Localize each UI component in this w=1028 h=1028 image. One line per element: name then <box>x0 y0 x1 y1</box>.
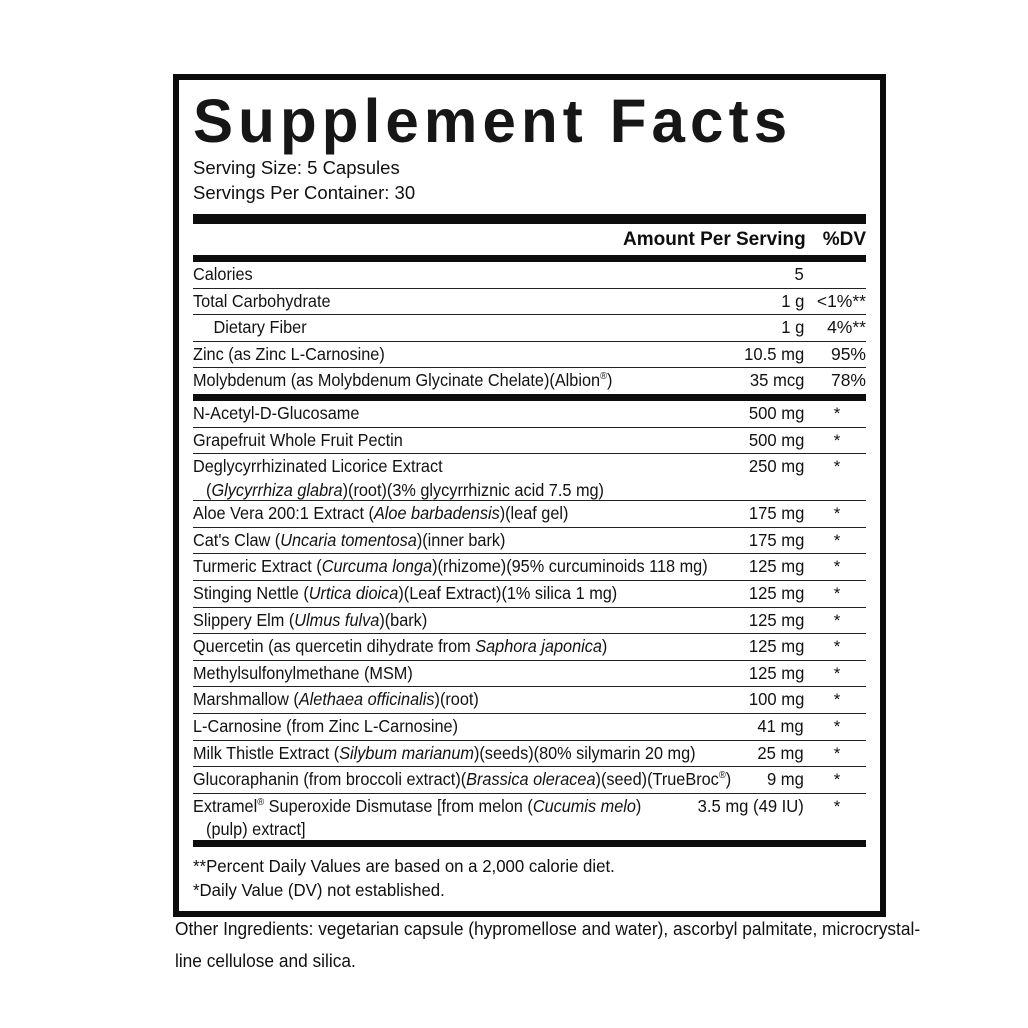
nutrient-daily-value: * <box>833 743 841 763</box>
nutrient-name <box>193 581 819 607</box>
nutrient-row <box>193 428 866 455</box>
nutrient-row <box>193 661 866 688</box>
nutrient-name-text: Zinc (as Zinc L-Carnosine) <box>193 343 385 364</box>
nutrient-row <box>193 262 866 289</box>
nutrient-name <box>193 687 819 713</box>
registered-trademark-symbol: ® <box>718 770 726 782</box>
nutrient-amount: 1 g <box>780 317 804 338</box>
nutrient-name-line <box>193 342 819 368</box>
nutrient-daily-value: * <box>833 504 841 524</box>
nutrient-name-line <box>193 661 819 687</box>
nutrient-name <box>193 661 819 687</box>
nutrient-name-text: (pulp) extract] <box>206 819 306 840</box>
nutrient-amount: 250 mg <box>748 456 804 477</box>
nutrient-amount: 3.5 mg (49 IU) <box>697 795 804 816</box>
nutrient-amount: 125 mg <box>748 636 804 657</box>
nutrient-row <box>193 794 866 840</box>
nutrient-name-text: )(rhizome)(95% curcuminoids 118 mg) <box>432 556 708 577</box>
nutrient-row <box>193 368 866 394</box>
botanical-name: Uncaria tomentosa <box>280 529 417 550</box>
nutrient-name-text: )(root)(3% glycyrrhiznic acid 7.5 mg) <box>342 479 604 500</box>
nutrient-name <box>193 634 819 660</box>
footnote-dv-not-established: *Daily Value (DV) not established. <box>193 880 445 901</box>
nutrient-name-line <box>193 262 819 288</box>
other-ingredients-line-1: Other Ingredients: vegetarian capsule (hypromellose and water), ascorbyl palmitate, microcrystal- <box>175 918 921 939</box>
nutrient-name-line <box>193 428 819 454</box>
nutrient-amount: 125 mg <box>748 662 804 683</box>
nutrient-daily-value: * <box>833 717 841 736</box>
nutrient-name-line <box>193 368 819 394</box>
other-ingredients-line-2: line cellulose and silica. <box>175 949 356 971</box>
nutrient-name-line <box>193 401 819 427</box>
nutrient-amount: 500 mg <box>748 402 804 423</box>
nutrient-name-line <box>193 634 819 660</box>
nutrient-name-text: Superoxide Dismutase [from melon ( <box>264 795 533 816</box>
nutrient-name-line <box>213 315 818 341</box>
nutrient-name <box>193 401 819 427</box>
botanical-name: Silybum marianum <box>339 742 474 763</box>
nutrient-row <box>193 767 866 794</box>
servings-per-container: Servings Per Container: 30 <box>193 182 416 203</box>
nutrient-name <box>193 428 819 454</box>
nutrient-name-line <box>193 554 819 580</box>
nutrient-name <box>193 714 819 740</box>
nutrient-name-text: Molybdenum (as Molybdenum Glycinate Chelate)(Albion <box>193 370 601 391</box>
nutrient-name <box>193 289 819 315</box>
nutrient-amount: 175 mg <box>748 503 804 524</box>
column-header <box>193 224 866 255</box>
nutrient-section-proprietary <box>193 401 866 840</box>
nutrient-name-text: Calories <box>193 264 253 284</box>
nutrient-name-text: Grapefruit Whole Fruit Pectin <box>193 429 403 450</box>
nutrient-row <box>193 608 866 635</box>
amount-per-serving-header: Amount Per Serving <box>623 228 806 250</box>
nutrient-name-text: )(bark) <box>379 609 428 630</box>
nutrient-name-text: Glucoraphanin (from broccoli extract)( <box>193 769 467 790</box>
divider-thick-top <box>193 214 866 224</box>
nutrient-daily-value: * <box>833 663 841 683</box>
nutrient-name <box>193 528 819 554</box>
nutrient-name-line <box>193 581 819 607</box>
serving-size: Serving Size: 5 Capsules <box>193 157 400 178</box>
nutrient-name <box>193 501 819 527</box>
nutrient-daily-value: * <box>833 403 841 423</box>
nutrient-row <box>193 581 866 608</box>
nutrient-row <box>193 501 866 528</box>
nutrient-amount: 25 mg <box>757 742 804 763</box>
panel-title: Supplement Facts <box>193 87 793 155</box>
nutrient-name <box>193 342 819 368</box>
nutrient-name-continuation <box>193 819 819 840</box>
nutrient-name-line <box>193 454 819 480</box>
nutrient-daily-value: * <box>833 690 841 710</box>
nutrient-amount: 10.5 mg <box>743 343 804 364</box>
nutrient-amount: 125 mg <box>748 556 804 577</box>
nutrient-daily-value: 4%** <box>827 317 866 338</box>
percent-dv-header: %DV <box>822 228 866 250</box>
nutrient-row <box>193 342 866 369</box>
nutrient-name-text: Dietary Fiber <box>213 317 307 338</box>
nutrient-amount: 41 mg <box>757 716 804 736</box>
nutrient-daily-value: * <box>833 430 841 450</box>
nutrient-name-text: Total Carbohydrate <box>193 290 331 311</box>
nutrient-amount: 35 mcg <box>749 370 804 391</box>
nutrient-row <box>193 289 866 316</box>
nutrient-name <box>193 741 819 767</box>
nutrient-name-text: )(inner bark) <box>416 529 506 550</box>
nutrient-row <box>193 687 866 714</box>
nutrient-name-text: Methylsulfonylmethane (MSM) <box>193 662 413 683</box>
botanical-name: Aloe barbadensis <box>373 503 500 524</box>
nutrient-name-text: ) <box>601 636 608 657</box>
botanical-name: Glycyrrhiza glabra <box>211 479 343 500</box>
nutrient-name-line <box>193 767 819 793</box>
nutrient-name-text: Aloe Vera 200:1 Extract ( <box>193 503 374 524</box>
nutrient-row <box>193 714 866 741</box>
nutrient-daily-value: * <box>833 770 841 790</box>
registered-trademark-symbol: ® <box>600 371 608 383</box>
nutrient-name-text: ) <box>607 370 613 391</box>
nutrient-row <box>193 741 866 768</box>
nutrient-name <box>193 554 819 580</box>
nutrient-amount: 175 mg <box>748 529 804 550</box>
nutrient-daily-value: * <box>833 530 841 550</box>
nutrient-name-text: )(leaf gel) <box>499 503 569 524</box>
nutrient-daily-value: * <box>833 557 841 577</box>
nutrient-name-continuation <box>193 480 819 501</box>
nutrient-row <box>193 634 866 661</box>
botanical-name: Ulmus fulva <box>294 609 380 630</box>
nutrient-row <box>193 315 866 342</box>
nutrient-daily-value: 95% <box>830 343 866 364</box>
footnotes <box>193 847 866 911</box>
nutrient-name-line <box>193 528 819 554</box>
nutrient-row <box>193 401 866 428</box>
nutrient-name-text: )(seed)(TrueBroc <box>595 769 719 790</box>
nutrient-row <box>193 454 866 501</box>
nutrient-daily-value: * <box>833 796 841 816</box>
nutrient-daily-value: <1%** <box>816 290 866 311</box>
nutrient-name-text: ) <box>725 769 732 790</box>
nutrient-amount: 1 g <box>780 290 804 311</box>
nutrient-name <box>193 262 819 288</box>
botanical-name: Brassica oleracea <box>466 769 596 790</box>
nutrient-name <box>193 315 819 341</box>
nutrient-amount: 125 mg <box>748 609 804 630</box>
nutrient-name-text: Milk Thistle Extract ( <box>193 742 340 763</box>
nutrient-daily-value: * <box>833 584 841 604</box>
nutrient-name-text: Stinging Nettle ( <box>193 583 309 604</box>
nutrient-name-text: )(root) <box>434 689 479 710</box>
nutrient-amount: 125 mg <box>748 583 804 604</box>
nutrient-name-text: Deglycyrrhizinated Licorice Extract <box>193 456 443 477</box>
botanical-name: Saphora japonica <box>475 636 602 657</box>
nutrient-name-text: Cat's Claw ( <box>193 529 281 550</box>
supplement-facts-panel <box>173 74 886 917</box>
divider-section <box>193 394 866 401</box>
nutrient-amount: 5 <box>794 264 804 284</box>
nutrient-daily-value: * <box>833 610 841 630</box>
nutrient-name <box>193 454 819 500</box>
other-ingredients <box>175 913 921 976</box>
nutrient-daily-value: * <box>833 457 841 477</box>
nutrient-name-text: Slippery Elm ( <box>193 609 295 630</box>
nutrient-row <box>193 528 866 555</box>
nutrient-name-line <box>193 289 819 315</box>
nutrient-name-text: Turmeric Extract ( <box>193 556 322 577</box>
nutrient-name-text: ) <box>635 795 642 816</box>
botanical-name: Alethaea officinalis <box>298 689 435 710</box>
nutrient-name-line <box>193 501 819 527</box>
nutrient-row <box>193 554 866 581</box>
nutrient-name <box>193 608 819 634</box>
nutrient-amount: 9 mg <box>767 769 804 790</box>
registered-trademark-symbol: ® <box>257 796 265 808</box>
nutrient-name-line <box>193 608 819 634</box>
nutrient-amount: 500 mg <box>748 429 804 450</box>
divider-under-header <box>193 255 866 262</box>
nutrient-daily-value: 78% <box>830 370 866 391</box>
nutrient-name-text: Quercetin (as quercetin dihydrate from <box>193 636 476 657</box>
nutrient-name-text: Marshmallow ( <box>193 689 299 710</box>
nutrient-section-daily-values <box>193 262 866 394</box>
nutrient-name <box>193 368 819 394</box>
nutrient-name-text: L-Carnosine (from Zinc L-Carnosine) <box>193 716 459 736</box>
nutrient-name <box>193 767 819 793</box>
nutrient-name-line <box>193 714 819 740</box>
nutrient-daily-value: * <box>833 637 841 657</box>
divider-bottom <box>193 840 866 847</box>
nutrient-name-text: N-Acetyl-D-Glucosame <box>193 402 360 423</box>
nutrient-name-line <box>193 687 819 713</box>
nutrient-name-text: )(seeds)(80% silymarin 20 mg) <box>473 742 696 763</box>
serving-info <box>193 155 866 205</box>
botanical-name: Curcuma longa <box>321 556 433 577</box>
nutrient-amount: 100 mg <box>748 689 804 710</box>
nutrient-name-text: )(Leaf Extract)(1% silica 1 mg) <box>398 583 618 604</box>
nutrient-name-line <box>193 741 819 767</box>
botanical-name: Urtica dioica <box>308 583 399 604</box>
nutrient-name-text: ( <box>206 479 212 500</box>
botanical-name: Cucumis melo <box>532 795 636 816</box>
footnote-percent-dv: **Percent Daily Values are based on a 2,000 calorie diet. <box>193 855 615 876</box>
nutrient-name-text: Extramel <box>193 795 258 816</box>
